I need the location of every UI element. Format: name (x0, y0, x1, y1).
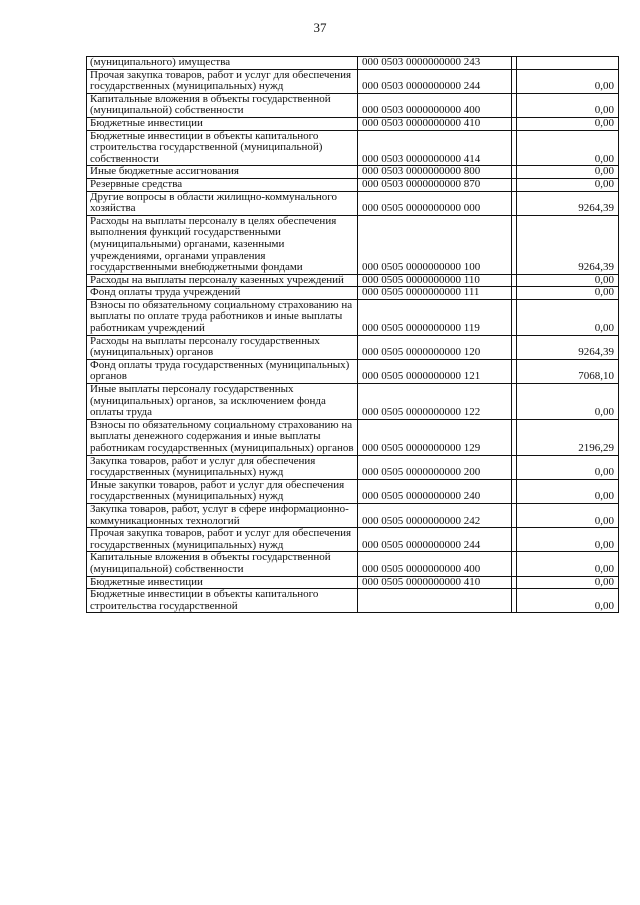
budget-table (86, 56, 619, 613)
table-row (87, 69, 619, 93)
row-name-cell: Бюджетные инвестиции в объекты капитального строительства государственной (муниципальной) собственности (87, 130, 358, 166)
row-value-cell: 0,00 (517, 117, 619, 130)
row-code-cell: 000 0503 0000000000 870 (358, 178, 512, 191)
row-name-cell: Прочая закупка товаров, работ и услуг для обеспечения государственных (муниципальных) нужд (87, 69, 358, 93)
row-name-cell: Расходы на выплаты персоналу казенных учреждений (87, 274, 358, 287)
row-code-cell (358, 589, 512, 613)
row-value-cell: 0,00 (517, 576, 619, 589)
row-code-cell: 000 0503 0000000000 800 (358, 166, 512, 179)
row-value-cell: 0,00 (517, 93, 619, 117)
row-name-cell: Бюджетные инвестиции (87, 117, 358, 130)
table-row (87, 419, 619, 455)
row-name-cell: Иные выплаты персоналу государственных (муниципальных) органов, за исключением фонда оплаты труда (87, 384, 358, 420)
table-row (87, 576, 619, 589)
row-name-cell: Фонд оплаты труда учреждений (87, 287, 358, 300)
table-row (87, 287, 619, 300)
row-code-cell: 000 0505 0000000000 400 (358, 552, 512, 576)
page-number: 37 (313, 20, 327, 35)
row-value-cell: 0,00 (517, 130, 619, 166)
row-code-cell: 000 0505 0000000000 240 (358, 479, 512, 503)
table-row (87, 130, 619, 166)
row-name-cell: Прочая закупка товаров, работ и услуг для обеспечения государственных (муниципальных) нужд (87, 528, 358, 552)
row-value-cell: 0,00 (517, 274, 619, 287)
table-row (87, 479, 619, 503)
row-value-cell: 0,00 (517, 589, 619, 613)
row-name-cell: Бюджетные инвестиции (87, 576, 358, 589)
row-name-cell: Закупка товаров, работ, услуг в сфере информационно-коммуникационных технологий (87, 503, 358, 527)
table-row (87, 57, 619, 70)
row-name-cell: Капитальные вложения в объекты государственной (муниципальной) собственности (87, 552, 358, 576)
row-value-cell: 0,00 (517, 384, 619, 420)
row-name-cell: Иные закупки товаров, работ и услуг для обеспечения государственных (муниципальных) нужд (87, 479, 358, 503)
table-row (87, 274, 619, 287)
row-code-cell: 000 0505 0000000000 111 (358, 287, 512, 300)
table-row (87, 503, 619, 527)
row-value-cell: 0,00 (517, 503, 619, 527)
row-name-cell: (муниципального) имущества (87, 57, 358, 70)
row-code-cell: 000 0503 0000000000 410 (358, 117, 512, 130)
row-code-cell: 000 0505 0000000000 110 (358, 274, 512, 287)
row-value-cell: 9264,39 (517, 335, 619, 359)
row-name-cell: Фонд оплаты труда государственных (муниципальных) органов (87, 359, 358, 383)
row-code-cell: 000 0505 0000000000 100 (358, 215, 512, 274)
row-name-cell: Капитальные вложения в объекты государственной (муниципальной) собственности (87, 93, 358, 117)
row-code-cell: 000 0503 0000000000 243 (358, 57, 512, 70)
row-value-cell: 9264,39 (517, 215, 619, 274)
table-row (87, 589, 619, 613)
row-code-cell: 000 0505 0000000000 244 (358, 528, 512, 552)
row-code-cell: 000 0503 0000000000 414 (358, 130, 512, 166)
table-row (87, 528, 619, 552)
table-body (87, 57, 619, 613)
table-row (87, 166, 619, 179)
row-code-cell: 000 0505 0000000000 000 (358, 191, 512, 215)
row-name-cell: Взносы по обязательному социальному страхованию на выплаты денежного содержания и иные выплаты работникам государственных (муниципальных) органов (87, 419, 358, 455)
row-value-cell: 9264,39 (517, 191, 619, 215)
table-row (87, 178, 619, 191)
table-row (87, 552, 619, 576)
row-code-cell: 000 0503 0000000000 244 (358, 69, 512, 93)
row-value-cell: 0,00 (517, 166, 619, 179)
table-row (87, 93, 619, 117)
row-code-cell: 000 0505 0000000000 122 (358, 384, 512, 420)
row-value-cell: 0,00 (517, 178, 619, 191)
row-name-cell: Расходы на выплаты персоналу в целях обеспечения выполнения функций государственными (муниципальными) органами, казенными учреждениями, органами управления государственными внебюджетными фондами (87, 215, 358, 274)
row-code-cell: 000 0503 0000000000 400 (358, 93, 512, 117)
row-name-cell: Резервные средства (87, 178, 358, 191)
row-code-cell: 000 0505 0000000000 119 (358, 299, 512, 335)
table-row (87, 359, 619, 383)
row-value-cell: 0,00 (517, 299, 619, 335)
row-name-cell: Иные бюджетные ассигнования (87, 166, 358, 179)
row-value-cell: 0,00 (517, 455, 619, 479)
row-code-cell: 000 0505 0000000000 242 (358, 503, 512, 527)
row-name-cell: Бюджетные инвестиции в объекты капитального строительства государственной (87, 589, 358, 613)
row-value-cell: 0,00 (517, 528, 619, 552)
row-value-cell (517, 57, 619, 70)
row-value-cell: 2196,29 (517, 419, 619, 455)
table-row (87, 455, 619, 479)
row-code-cell: 000 0505 0000000000 200 (358, 455, 512, 479)
row-code-cell: 000 0505 0000000000 410 (358, 576, 512, 589)
row-value-cell: 7068,10 (517, 359, 619, 383)
row-value-cell: 0,00 (517, 69, 619, 93)
row-name-cell: Закупка товаров, работ и услуг для обеспечения государственных (муниципальных) нужд (87, 455, 358, 479)
table-row (87, 299, 619, 335)
table-row (87, 191, 619, 215)
row-name-cell: Взносы по обязательному социальному страхованию на выплаты по оплате труда работников и иные выплаты работникам учреждений (87, 299, 358, 335)
table-row (87, 335, 619, 359)
row-value-cell: 0,00 (517, 479, 619, 503)
table-row (87, 384, 619, 420)
row-value-cell: 0,00 (517, 552, 619, 576)
table-row (87, 117, 619, 130)
row-name-cell: Другие вопросы в области жилищно-коммунального хозяйства (87, 191, 358, 215)
row-code-cell: 000 0505 0000000000 121 (358, 359, 512, 383)
table-row (87, 215, 619, 274)
row-code-cell: 000 0505 0000000000 129 (358, 419, 512, 455)
row-code-cell: 000 0505 0000000000 120 (358, 335, 512, 359)
row-value-cell: 0,00 (517, 287, 619, 300)
row-name-cell: Расходы на выплаты персоналу государственных (муниципальных) органов (87, 335, 358, 359)
